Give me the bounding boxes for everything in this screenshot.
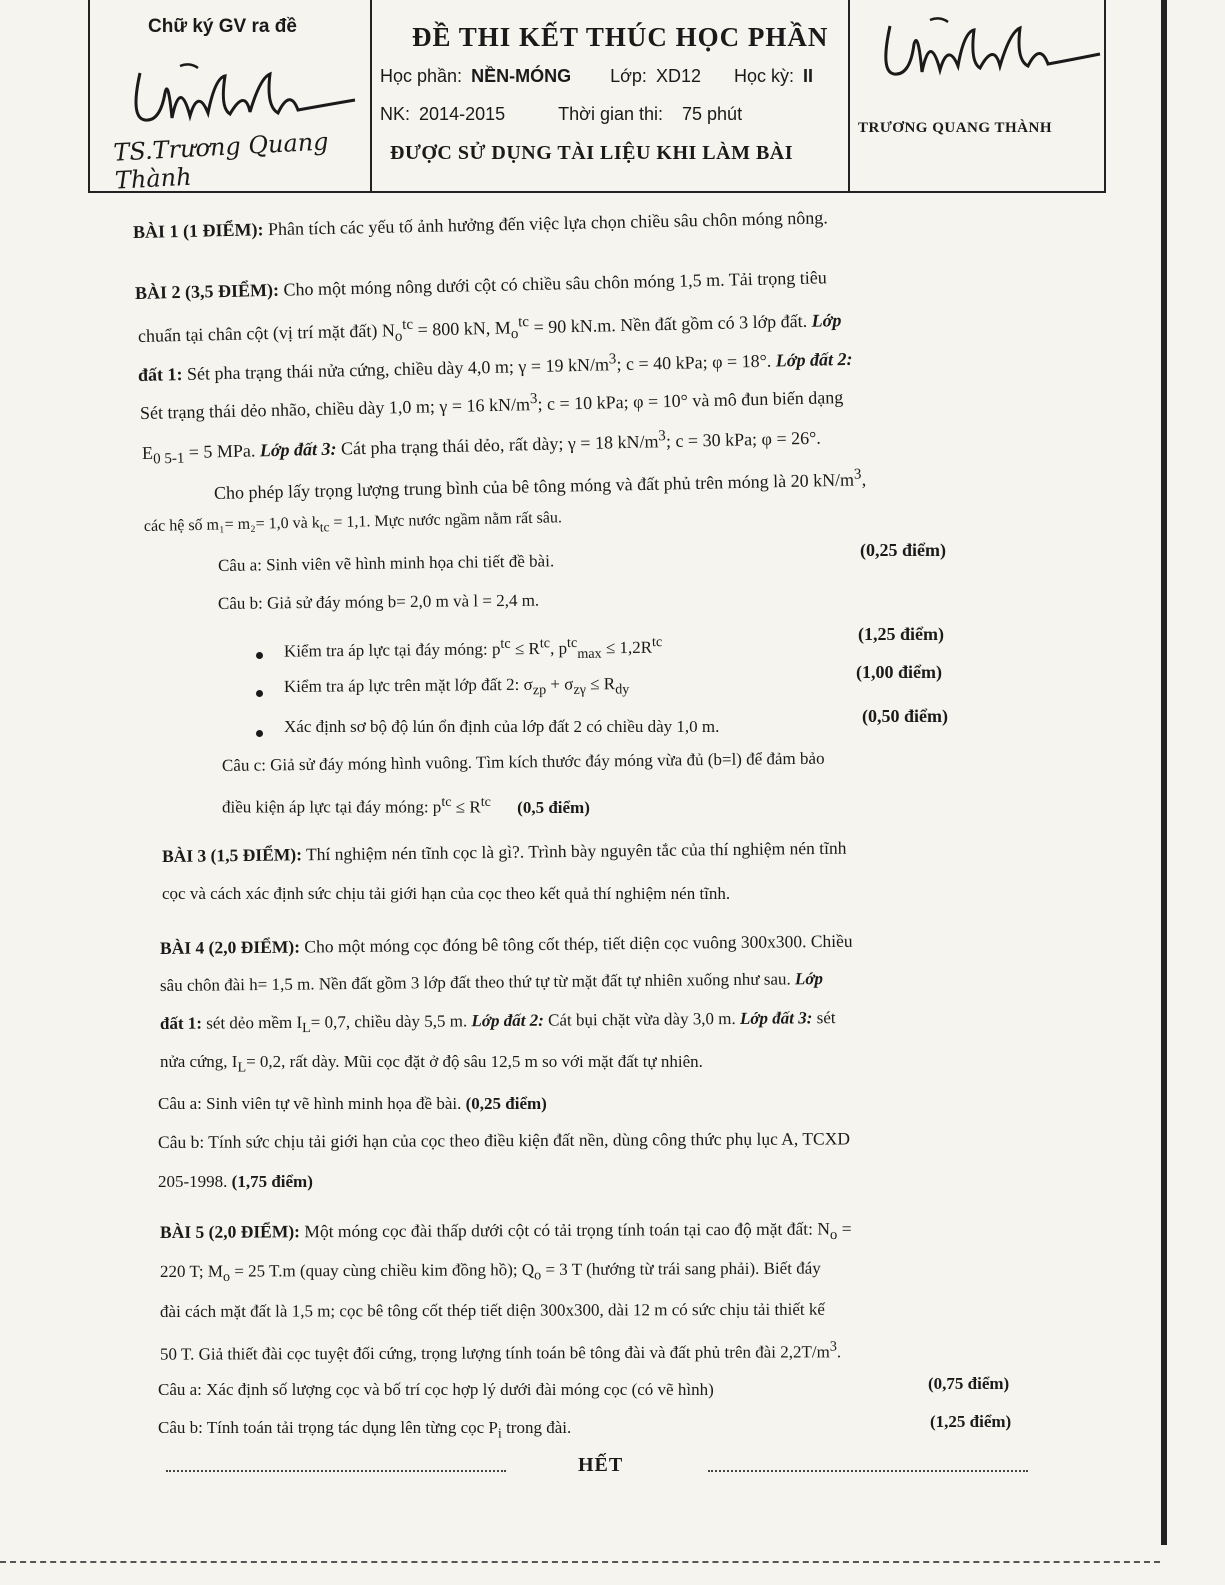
bai2-cau-c1: Câu c: Giả sử đáy móng hình vuông. Tìm kích thước đáy móng vừa đủ (b=l) để đảm bảo: [221, 748, 825, 775]
bai5-l1a: Một móng cọc đài thấp dưới cột có tải trọng tính toán tại cao độ mặt đất: N: [304, 1218, 831, 1242]
materials-note: ĐƯỢC SỬ DỤNG TÀI LIỆU KHI LÀM BÀI: [390, 142, 794, 164]
bai3-l1: Thí nghiệm nén tĩnh cọc là gì?. Trình bày nguyên tắc của thí nghiệm nén tĩnh: [305, 837, 847, 865]
sub-o-2: o: [510, 325, 519, 343]
sub-il-2: L: [237, 1059, 247, 1076]
bai5-cau-a-points: (0,75 điểm): [928, 1374, 1010, 1393]
bai4-cau-a-text: Câu a: Sinh viên tự vẽ hình minh họa đề bài.: [158, 1094, 462, 1113]
bai2-line-2: [138, 307, 842, 352]
bai3-l2: cọc và cách xác định sức chịu tải giới hạn của cọc theo kết quả thí nghiệm nén tĩnh.: [162, 884, 731, 903]
teacher-name: TRƯƠNG QUANG THÀNH: [858, 120, 1053, 136]
bai2-cau-c-1: [222, 749, 825, 776]
bai2-b2a: Kiểm tra áp lực trên mặt lớp đất 2: σ: [283, 674, 533, 696]
sub-e0: 0 5-1: [152, 450, 185, 468]
bai5-cau-a: [158, 1380, 714, 1400]
bai5-title: BÀI 5 (2,0 ĐIỂM):: [159, 1221, 301, 1242]
bai2-line-1: [135, 267, 827, 304]
bai2-l5c: Lớp đất 3:: [259, 438, 337, 461]
bai5-line-3: [160, 1300, 825, 1322]
exam-title: ĐỀ THI KẾT THÚC HỌC PHẦN: [412, 22, 829, 52]
bai2-cau-a-text: Câu a: Sinh viên vẽ hình minh họa chi tiết đề bài.: [217, 551, 555, 575]
bai5-l4b: .: [836, 1342, 842, 1362]
bai4-line-1: [160, 931, 853, 959]
semester-value: II: [803, 66, 814, 86]
bai2-l6b: ,: [861, 469, 867, 490]
bai4-line-2: [160, 969, 823, 996]
bai2-line-6: [214, 466, 867, 504]
semester-label: Học kỳ:: [733, 66, 794, 86]
bai2-b1b: ≤ R: [510, 638, 540, 659]
bai1-title: BÀI 1 (1 ĐIỂM):: [132, 219, 264, 242]
sup-tc-8: tc: [480, 794, 491, 810]
bai2-l5e: ; c = 30 kPa; φ = 26°.: [665, 427, 822, 452]
bai2-cau-b: [218, 591, 539, 614]
bai2-cau-a-points: (0,25 điểm): [860, 540, 946, 560]
bai2-l2a: chuẩn tại chân cột (vị trí mặt đất) N: [137, 320, 396, 346]
bullet-dot-3: [256, 730, 263, 737]
bai2-cau-a: [218, 551, 554, 576]
bai4-line-3: [160, 1008, 836, 1038]
sub-zp: zp: [532, 682, 547, 699]
bai4-l3d: Lớp đất 2:: [471, 1010, 544, 1031]
bai4-line-4: [160, 1052, 703, 1076]
sub-pi: i: [497, 1425, 502, 1442]
bai2-l2b: = 800 kN, M: [412, 317, 511, 340]
bai2-b2b: + σ: [546, 674, 574, 694]
bai2-b1-points: (1,25 điểm): [858, 624, 944, 644]
sup-tc-2: tc: [517, 314, 530, 331]
bai4-l2b: Lớp: [794, 969, 824, 989]
bai4-l3f: Lớp đất 3:: [739, 1008, 813, 1028]
bai2-l3c: ; c = 40 kPa; φ = 18°.: [616, 350, 772, 375]
bai2-b2-points: (1,00 điểm): [856, 662, 942, 682]
bai2-l3b: Sét pha trạng thái nửa cứng, chiều dày 4,0 m; γ = 19 kN/m: [186, 354, 610, 384]
bai5-line-1: [160, 1218, 852, 1247]
bai2-l3a: đất 1:: [137, 363, 183, 385]
bai2-l2c: = 90 kN.m. Nền đất gồm có 3 lớp đất.: [528, 310, 808, 338]
bai2-bullet-1: [284, 634, 663, 666]
bai2-l5a: E: [141, 442, 154, 463]
bai5-l4a: 50 T. Giả thiết đài cọc tuyệt đối cứng, trọng lượng tính toán bê tông đài và đất phủ trên đài 2,2T/m: [159, 1342, 830, 1364]
bai2-b1c: , p: [549, 638, 568, 658]
bai3-line-2: [162, 884, 730, 904]
bullet-dot: [256, 652, 263, 659]
bai5-line-2: [160, 1259, 821, 1287]
bai4-l4a: nửa cứng, I: [160, 1052, 238, 1071]
sub-o: o: [394, 328, 403, 345]
bai4-cau-b-points: (1,75 điểm): [231, 1172, 313, 1191]
bai5-line-4: [160, 1339, 841, 1365]
bai4-l4b: = 0,2, rất dày. Mũi cọc đặt ở độ sâu 12,5 m so với mặt đất tự nhiên.: [246, 1052, 703, 1071]
bai2-bullet-3: [284, 717, 719, 737]
bai5-cau-a-text: Câu a: Xác định số lượng cọc và bố trí cọc hợp lý dưới đài móng cọc (có vẽ hình): [158, 1380, 714, 1399]
bai2-b3: Xác định sơ bộ độ lún ổn định của lớp đất 2 có chiều dày 1,0 m.: [284, 717, 720, 736]
bai4-l3a: đất 1:: [159, 1013, 203, 1033]
year-value: 2014-2015: [419, 104, 506, 124]
bai4-cau-a: [158, 1094, 547, 1114]
bai3-line-1: [162, 838, 847, 867]
bai1-text: Phân tích các yếu tố ảnh hưởng đến việc lựa chọn chiều sâu chôn móng nông.: [267, 207, 828, 240]
bai5-l3: đài cách mặt đất là 1,5 m; cọc bê tông cốt thép tiết diện 300x300, dài 12 m có sức chịu tải thiết kế: [159, 1299, 825, 1321]
bai2-l5d: Cát pha trạng thái dẻo, rất dày; γ = 18 kN/m: [340, 431, 659, 459]
sup-tc-7: tc: [441, 794, 452, 810]
course-label: Học phần:: [380, 66, 463, 86]
bai5-cau-b: [158, 1418, 571, 1442]
bai4-cau-a-points: (0,25 điểm): [465, 1094, 547, 1113]
course-value: NỀN-MÓNG: [471, 66, 572, 86]
bai2-l3d: Lớp đất 2:: [775, 348, 853, 371]
year-label: NK:: [380, 104, 411, 124]
bai2-line-7: [144, 509, 562, 539]
bai2-cau-c2a: điều kiện áp lực tại đáy móng: p: [222, 797, 442, 817]
bai3-title: BÀI 3 (1,5 ĐIỂM):: [161, 844, 303, 866]
sup-3-3: 3: [658, 428, 666, 445]
bai5-cau-b-points: (1,25 điểm): [930, 1412, 1012, 1431]
sub-ktc: tc: [319, 519, 330, 535]
bai4-cau-b2: 205-1998.: [158, 1172, 228, 1191]
time-value: 75 phút: [682, 104, 743, 124]
sub-max: max: [577, 645, 602, 662]
signature-label: Chữ ký GV ra đề: [148, 16, 297, 37]
bai4-title: BÀI 4 (2,0 ĐIỂM):: [159, 936, 301, 958]
bai4-l3b: sét dẻo mềm I: [206, 1012, 303, 1033]
bai1-line: [133, 207, 828, 243]
end-dots-left: [166, 1470, 506, 1472]
sub-il: L: [302, 1020, 311, 1037]
time-label: Thời gian thi:: [558, 104, 663, 124]
bai5-l1b: =: [837, 1218, 852, 1239]
bai5-l2b: = 25 T.m (quay cùng chiều kim đồng hồ); Q: [229, 1260, 535, 1281]
sub-qo: o: [534, 1267, 542, 1284]
bai4-l3g: sét: [816, 1008, 836, 1028]
sup-tc-4: tc: [539, 635, 551, 652]
sup-tc: tc: [402, 316, 414, 334]
sub-dy: dy: [615, 681, 630, 698]
bai2-l2d: Lớp: [811, 310, 842, 331]
sup-tc-3: tc: [500, 635, 511, 652]
signature-name: TS.Trương Quang Thành: [112, 127, 330, 195]
bai2-l4b: ; c = 10 kPa; φ = 10° và mô đun biến dạng: [537, 387, 844, 414]
bai2-l7b: = 1,1. Mực nước ngầm nằm rất sâu.: [329, 509, 563, 532]
sub-zy: zγ: [573, 681, 587, 698]
sup-3: 3: [608, 351, 617, 368]
sup-m3: 3: [829, 1338, 837, 1355]
bai4-l1: Cho một móng cọc đóng bê tông cốt thép, tiết diện cọc vuông 300x300. Chiều: [304, 930, 853, 957]
sub-no: o: [829, 1226, 838, 1243]
bai2-cau-c-2: [222, 794, 590, 818]
bai2-line-4: [140, 384, 844, 424]
bai2-l7: các hệ số m₁= m₂= 1,0 và k: [143, 514, 320, 535]
bai2-b1d: ≤ 1,2R: [601, 637, 653, 658]
bai4-l3c: = 0,7, chiều dày 5,5 m.: [310, 1011, 468, 1032]
sup-3-2: 3: [529, 390, 538, 408]
bai2-cau-c-points: (0,5 điểm): [517, 797, 590, 817]
bai2-b2c: ≤ R: [585, 674, 616, 694]
sub-mo: o: [222, 1269, 231, 1286]
bai2-line-3: [138, 346, 853, 386]
bai2-l5b: = 5 MPa.: [183, 440, 256, 463]
bai2-cau-c2b: ≤ R: [451, 797, 481, 817]
bai2-line-5: [142, 425, 821, 469]
bai2-b1a: Kiểm tra áp lực tại đáy móng: p: [283, 639, 501, 661]
class-value: XD12: [655, 66, 701, 86]
bai5-l2c: = 3 T (hướng từ trái sang phải). Biết đáy: [541, 1258, 821, 1280]
bai4-cau-b-1: [158, 1128, 850, 1153]
bai2-b3-points: (0,50 điểm): [862, 706, 948, 726]
sup-3-4: 3: [853, 466, 862, 483]
bai4-cau-b-2: [158, 1172, 313, 1192]
sup-tc-6: tc: [651, 634, 663, 651]
bai5-cau-b-text: Câu b: Tính toán tải trọng tác dụng lên từng cọc P: [158, 1418, 498, 1437]
bai4-l3e: Cát bụi chặt vừa dày 3,0 m.: [547, 1008, 736, 1030]
end-marker: HẾT: [578, 1454, 624, 1476]
bai5-l2a: 220 T; M: [159, 1261, 224, 1281]
bai2-cau-b-text: Câu b: Giả sử đáy móng b= 2,0 m và l = 2,4 m.: [217, 590, 540, 613]
bai2-l6a: Cho phép lấy trọng lượng trung bình của bê tông móng và đất phủ trên móng là 20 kN/m: [213, 469, 855, 503]
bai2-bullet-2: [284, 674, 629, 701]
sup-tc-5: tc: [566, 634, 578, 652]
bai5-cau-b2: trong đài.: [501, 1418, 572, 1437]
bai2-title: BÀI 2 (3,5 ĐIỂM):: [134, 279, 280, 303]
end-dots-right: [708, 1470, 1028, 1472]
bai2-l4a: Sét trạng thái dẻo nhão, chiều dày 1,0 m; γ = 16 kN/m: [139, 394, 531, 423]
bai2-l1: Cho một móng nông dưới cột có chiều sâu chôn móng 1,5 m. Tải trọng tiêu: [283, 267, 827, 300]
bai4-cau-b1: Câu b: Tính sức chịu tải giới hạn của cọc theo điều kiện đất nền, dùng công thức phụ lục A, TCXD: [157, 1128, 850, 1152]
bullet-dot-2: [256, 690, 263, 697]
bai4-l2a: sâu chôn đài h= 1,5 m. Nền đất gồm 3 lớp đất theo thứ tự từ mặt đất tự nhiên xuống như sau.: [159, 969, 791, 995]
class-label: Lớp:: [610, 66, 647, 86]
